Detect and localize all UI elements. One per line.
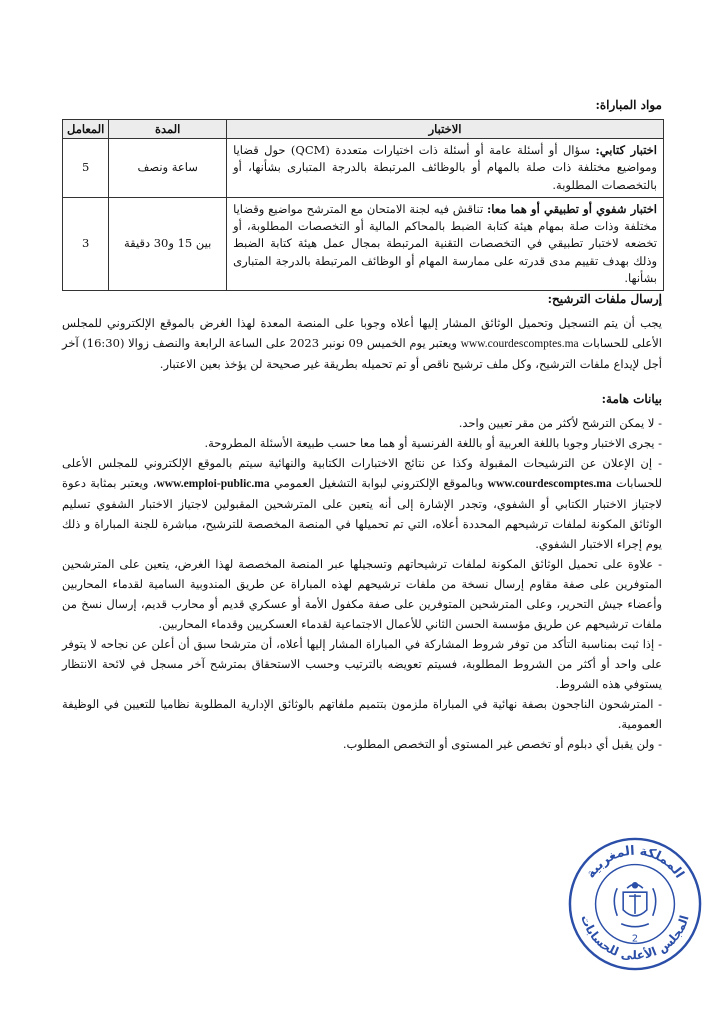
test-description: تناقش فيه لجنة الامتحان مع المترشح مواضيع وقضايا مختلفة وذات صلة بمهام هيئة كتابة الضبط بالمحاكم المالية أو التخصصات المطلوبة، أو تخضعه لاختبار تطبيقي في التخصصات التقنية المرتبطة بمجال عمل هيئة كتابة الضبط وذلك بهدف تقييم مدى قدرته على ممارسة المهام أو الوظائف المرتبطة بالدرجة المتبارى بشأنها. <box>233 201 657 285</box>
note-text: ، ويعتبر بمثابة دعوة لاجتياز الاختبار الكتابي أو الشفوي، وتجدر الإشارة إلى أنه يتعين على المترشحين المقبولين لاجتياز الاختبار الشفوي تسليم الوثائق المكونة لملفات ترشيحهم المحددة أعلاه، التي تم تحميلها في المنصة المخصصة للترشيح، مباشرة للجنة المباراة و ذلك يوم إجراء الاختبار الشفوي. <box>62 476 662 551</box>
table-header-row <box>63 120 664 139</box>
test-lead: اختبار كتابي: <box>595 143 657 157</box>
list-item: - يجرى الاختبار وجوبا باللغة العربية أو باللغة الفرنسية أو هما معا حسب طبيعة الأسئلة المطروحة. <box>204 436 662 450</box>
test-cell <box>227 197 664 290</box>
subjects-table <box>62 119 664 291</box>
list-item: - علاوة على تحميل الوثائق المكونة لملفات ترشيحاتهم وتسجيلها عبر المنصة المخصصة لهذا الغرض، يتعين على المترشحين المتوفرين على صفة مقاوم إرسال نسخة من ملفات ترشيحهم لهذه المباراة عن طريق المندوبية السامية لقدماء المحاربين وأعضاء جيش التحرير، وعلى المترشحين المتوفرين على صفة مكفول الأمة أو عسكري قديم أو محارب قديم، إرسال نسخ من ملفات ترشيحهم عن طريق مؤسسة الحسن الثاني للأعمال الاجتماعية لقدماء العسكريين وقدماء المحاربين. <box>62 557 662 631</box>
section-title-submission: إرسال ملفات الترشيح: <box>547 292 662 306</box>
table-row <box>63 139 664 198</box>
header-test: الاختبار <box>227 120 664 139</box>
submission-text-2: ويعتبر يوم الخميس 09 نونبر 2023 على الساعة الرابعة والنصف زوالا (16:30) آخر أجل لإيداع ملفات الترشيح، وكل ملف ترشيح ناقص أو تم تحميله بطريقة غير صحيحة لن يؤخذ بعين الاعتبار. <box>62 336 662 371</box>
official-seal <box>566 835 704 973</box>
seal-text-top: المملكة المغربية <box>583 843 687 882</box>
coefficient-cell: 5 <box>63 139 109 198</box>
list-item <box>62 453 662 554</box>
header-coefficient: المعامل <box>63 120 109 139</box>
test-lead: اختبار شفوي أو تطبيقي أو هما معا: <box>487 201 657 216</box>
submission-text-1: يجب أن يتم التسجيل وتحميل الوثائق المشار إليها أعلاه وجوبا على المنصة المعدة لهذا الغرض بالموقع الإلكتروني للمجلس الأعلى للحسابات <box>62 316 662 350</box>
list-item: - المترشحون الناجحون بصفة نهائية في المباراة ملزمون بتتميم ملفاتهم بالوثائق الإدارية المطلوبة نظاميا للتعيين في الوظيفة العمومية. <box>62 697 662 731</box>
duration-cell: ساعة ونصف <box>109 139 227 198</box>
notes-list <box>62 413 662 754</box>
note-url: www.courdescomptes.ma <box>487 478 612 490</box>
section-title-subjects: مواد المباراة: <box>595 98 662 112</box>
list-item: - لا يمكن الترشح لأكثر من مقر تعيين واحد. <box>458 416 662 430</box>
coefficient-cell: 3 <box>63 197 109 290</box>
seal-text-bottom: المجلس الأعلى للحسابات <box>578 913 692 963</box>
note-text: وبالموقع الإلكتروني لبوابة التشغيل العمومي <box>269 476 488 490</box>
coat-of-arms-icon <box>614 883 655 927</box>
seal-number: 2 <box>631 933 639 945</box>
list-item: - إذا ثبت بمناسبة التأكد من توفر شروط المشاركة في المباراة المشار إليها أعلاه، أن مترشحا سبق أن أعلن عن نجاحه لا يتوفر على واحد أو أكثر من الشروط المطلوبة، فسيتم تعويضه بالترتيب وحسب الاستحقاق بمترشح آخر مسجل في لائحة الانتظار يستوفي هذه الشروط. <box>62 637 662 691</box>
header-duration: المدة <box>109 120 227 139</box>
note-text: - إن الإعلان عن الترشيحات المقبولة وكذا عن نتائج الاختبارات الكتابية والنهائية سيتم بالموقع الإلكتروني للمجلس الأعلى للحسابات <box>62 456 662 490</box>
submission-paragraph <box>62 313 662 374</box>
list-item: - ولن يقبل أي دبلوم أو تخصص غير المستوى أو التخصص المطلوب. <box>342 737 662 751</box>
test-description: سؤال أو أسئلة عامة أو أسئلة ذات اختيارات متعددة (QCM) حول قضايا ومواضيع مختلفة ذات صلة بالمهام أو بالوظائف المرتبطة بالدرجة المتبارى بشأنها، أو بالتخصصات المطلوبة. <box>233 143 657 192</box>
table-row <box>63 197 664 290</box>
section-title-notes: بيانات هامة: <box>601 392 662 406</box>
submission-url: www.courdescomptes.ma <box>460 338 579 350</box>
note-url: www.emploi-public.ma <box>156 478 270 490</box>
test-cell <box>227 139 664 198</box>
duration-cell: بين 15 و30 دقيقة <box>109 197 227 290</box>
